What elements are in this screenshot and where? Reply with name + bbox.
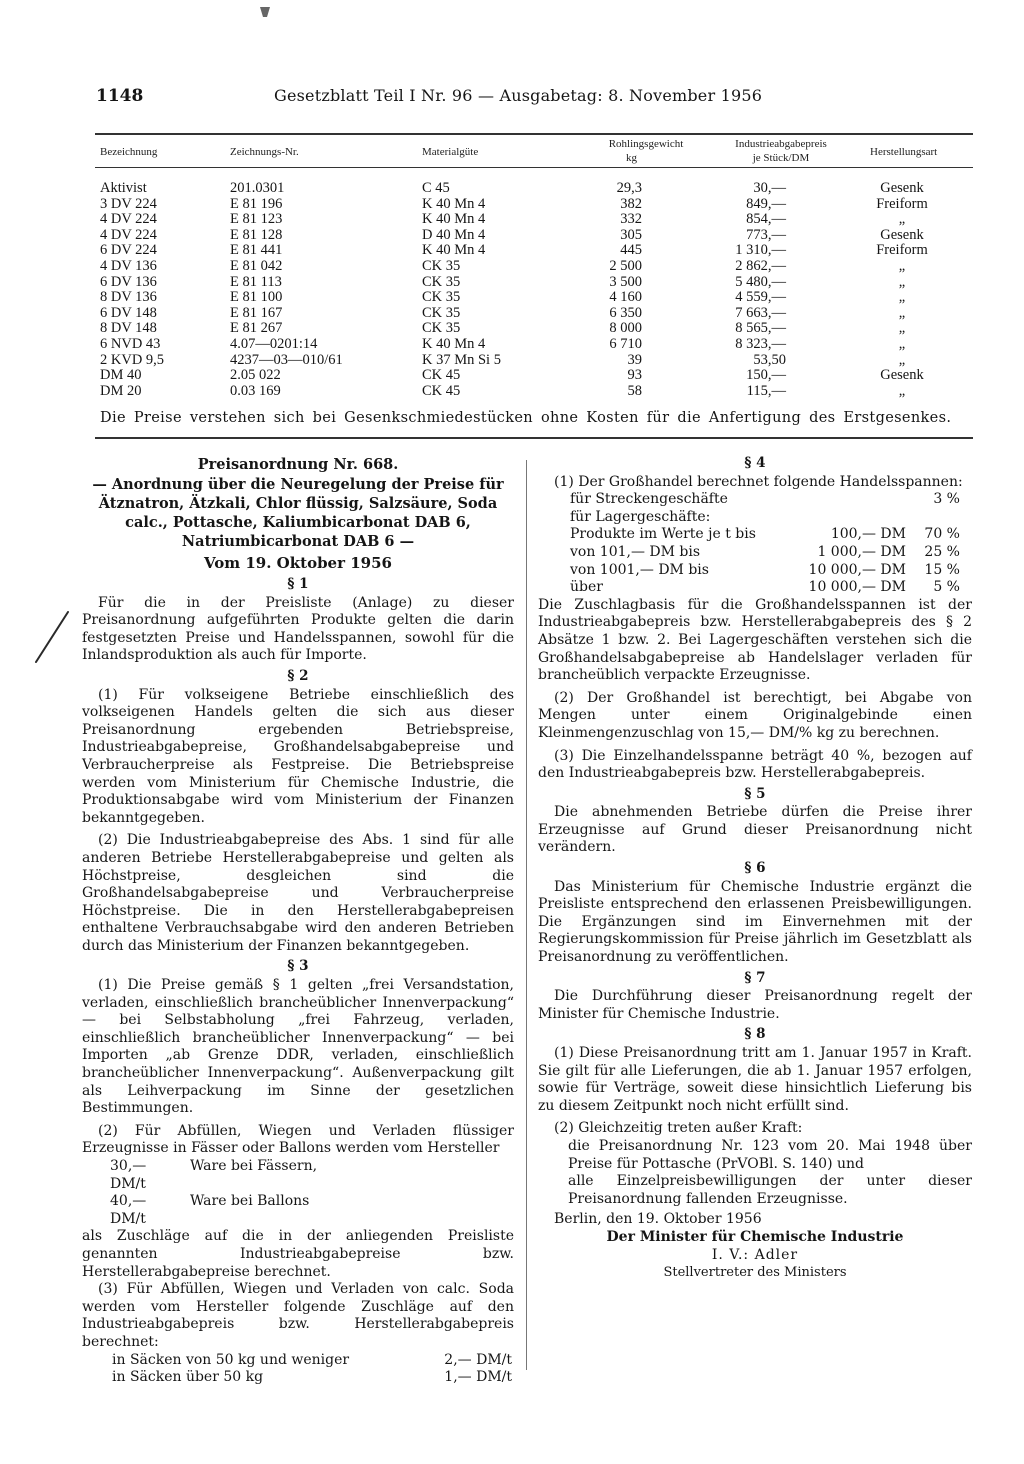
ordinance-title: — Anordnung über die Neuregelung der Preise für Ätznatron, Ätzkali, Chlor flüssig, Salzsäure, Soda calc., Pottasche, Kaliumbicarbonat DAB 6, Natriumbicarbonat DAB 6 —: [92, 476, 504, 550]
section-3-para-2: (2) Für Abfüllen, Wiegen und Verladen flüssiger Erzeugnisse in Fässer oder Ballons werden vom Hersteller: [82, 1122, 514, 1157]
cell-preis: 1 310,—: [735, 242, 786, 259]
cell-bez: 2 KVD 9,5: [100, 351, 165, 368]
section-2-para-1: (1) Für volkseigene Betriebe einschließlich des volkseigenen Handels gelten die sich aus dieser Preisanordnung ergebenden Betriebspreise, Industrieabgabepreise, Großhandelsabgabepreise und Verbraucherpreise als Festpreise. Die Betriebspreise werden vom Ministerium für Chemische Industrie, die Produktionsabgabe wird vom Ministerium der Finanzen bekanntgegeben.: [82, 686, 514, 826]
section-4-para-1: (1) Der Großhandel berechnet folgende Handelsspannen:: [554, 473, 963, 490]
signature-role: Stellvertreter des Ministers: [663, 1265, 847, 1281]
section-8-heading: § 8: [744, 1026, 766, 1043]
section-5-text: Die abnehmenden Betriebe dürfen die Preise ihrer Erzeugnisse auf Grund dieser Preisanordnung nicht verändern.: [538, 804, 972, 856]
cell-bez: DM 40: [100, 367, 142, 384]
cell-mat: K 40 Mn 4: [422, 195, 486, 212]
cell-nr: 0.03 169: [230, 382, 281, 399]
cell-bez: 8 DV 148: [100, 320, 157, 337]
cell-nr: E 81 123: [230, 211, 283, 228]
table-row: [0, 211, 1024, 227]
section-6-heading: § 6: [744, 860, 766, 877]
table-row: [0, 227, 1024, 243]
cell-art: Freiform: [876, 242, 928, 259]
cell-preis: 7 663,—: [735, 304, 786, 321]
section-3-para-1: (1) Die Preise gemäß § 1 gelten „frei Versandstation, verladen, einschließlich branchеüblicher Innenverpackung“ — bei Selbstabholung „frei Fahrzeug, verladen, einschließlich branchеüblicher Innenverpackung“ — bei Importen „ab Grenze DDR, verladen, einschließlich branchеüblicher Innenverpackung“. Außenverpackung gilt als Leihverpackung im Sinne der gesetzlichen Bestimmungen.: [82, 977, 514, 1117]
table-row: [0, 352, 1024, 368]
col-header-industrieabgabepreis: Industrieabgabepreis je Stück/DM: [735, 138, 827, 164]
table-header-rule: [95, 167, 973, 168]
cell-gew: 305: [620, 226, 642, 243]
cell-nr: 4237—03—010/61: [230, 351, 343, 368]
cell-mat: CK 45: [422, 367, 461, 384]
ordinance-number: Preisanordnung Nr. 668.: [197, 456, 399, 473]
ordinance-date: Vom 19. Oktober 1956: [204, 554, 392, 572]
surcharge-line-ballons: 40,— DM/t Ware bei Ballons: [110, 1193, 310, 1227]
cell-bez: Aktivist: [100, 180, 147, 196]
table-row: [0, 367, 1024, 383]
cell-preis: 2 862,—: [735, 258, 786, 274]
right-column: [538, 455, 972, 1282]
section-7-text: Die Durchführung dieser Preisanordnung regelt der Minister für Chemische Industrie.: [538, 988, 972, 1022]
cell-art: Gesenk: [880, 180, 924, 196]
cell-mat: CK 35: [422, 289, 461, 306]
col-header-rohlingsgewicht: Rohlingsgewicht kg: [608, 138, 684, 164]
table-row: [0, 196, 1024, 212]
cell-gew: 29,3: [616, 180, 642, 196]
col-header-herstellungsart: Herstellungsart: [870, 146, 938, 158]
table-row: [0, 274, 1024, 290]
cell-preis: 4 559,—: [735, 289, 786, 306]
cell-gew: 445: [620, 242, 642, 259]
cell-gew: 8 000: [609, 320, 642, 337]
cell-art: „: [898, 289, 906, 306]
table-row: [0, 242, 1024, 258]
repealed-item-2: alle Einzelpreisbewilligungen der unter dieser Preisanordnung fallenden Erzeugnisse.: [568, 1173, 972, 1207]
cell-gew: 2 500: [609, 258, 642, 274]
cell-preis: 854,—: [746, 211, 786, 228]
cell-art: „: [898, 273, 906, 290]
cell-nr: E 81 441: [230, 242, 283, 259]
cell-bez: DM 20: [100, 382, 142, 399]
cell-art: „: [898, 211, 906, 228]
cell-nr: E 81 167: [230, 304, 283, 321]
section-8-para-1: (1) Diese Preisanordnung tritt am 1. Januar 1957 in Kraft. Sie gilt für alle Lieferungen, die ab 1. Januar 1957 erfolgen, sowie für Verträge, soweit diese hinsichtlich Lieferung bis zu diesem Zeitpunkt noch nicht erfüllt sind.: [538, 1045, 972, 1114]
cell-preis: 150,—: [746, 367, 786, 384]
cell-art: „: [898, 351, 906, 368]
cell-mat: K 40 Mn 4: [422, 242, 486, 259]
cell-mat: CK 35: [422, 304, 461, 321]
cell-nr: 4.07—0201:14: [230, 336, 318, 352]
section-2-para-2: (2) Die Industrieabgabepreise des Abs. 1 sind für alle anderen Betriebe Herstellerabgabepreise und gelten als Höchstpreise, desgleichen sind die Großhandelsabgabepreise und Verbraucherpreise Höchstpreise. Die in den Herstellerabgabepreisen enthaltene Verbrauchsabgabe wird den anderen Betrieben durch das Ministerium der Finanzen bekanntgegeben.: [82, 832, 514, 954]
cell-gew: 93: [627, 367, 642, 384]
cell-bez: 6 DV 224: [100, 242, 157, 259]
margin-row-bis-100: Produkte im Werte je t bis 100,— DM 70 %: [570, 526, 960, 543]
surcharge-line-saecke-klein: in Säcken von 50 kg und weniger 2,— DM/t: [112, 1351, 512, 1368]
table-row: [0, 320, 1024, 336]
table-note: Die Preise verstehen sich bei Gesenkschmiedestücken ohne Kosten für die Anfertigung des Erstgesenkes.: [100, 410, 952, 426]
section-3-para-3: (3) Für Abfüllen, Wiegen und Verladen von calc. Soda werden vom Hersteller folgende Zuschläge auf den Industrieabgabepreis bzw. Herstellerabgabepreis berechnet:: [82, 1281, 514, 1350]
cell-preis: 8 565,—: [735, 320, 786, 337]
table-row: [0, 305, 1024, 321]
section-1-heading: § 1: [287, 576, 309, 592]
cell-nr: E 81 113: [230, 273, 282, 290]
section-8-para-2: (2) Gleichzeitig treten außer Kraft:: [554, 1120, 803, 1137]
cell-nr: E 81 196: [230, 195, 283, 212]
cell-gew: 332: [620, 211, 642, 228]
section-5-heading: § 5: [744, 785, 766, 802]
surcharge-line-saecke-gross: in Säcken über 50 kg 1,— DM/t: [112, 1369, 512, 1386]
cell-nr: 201.0301: [230, 180, 285, 196]
cell-mat: K 40 Mn 4: [422, 211, 486, 228]
page-number: 1148: [96, 86, 144, 106]
section-2-heading: § 2: [287, 667, 309, 684]
section-3-heading: § 3: [287, 958, 309, 975]
cell-preis: 8 323,—: [735, 336, 786, 352]
cell-mat: C 45: [422, 180, 450, 196]
place-date: Berlin, den 19. Oktober 1956: [554, 1211, 762, 1228]
cell-art: „: [898, 336, 906, 352]
section-1-text: Für die in der Preisliste (Anlage) zu dieser Preisanordnung aufgeführten Produkte gelten die darin festgesetzten Preise und Handelsspannen, sowohl für die Inlandsproduktion als auch für Importe.: [82, 594, 514, 664]
left-column: [82, 455, 514, 1387]
cell-gew: 58: [627, 382, 642, 399]
section-4-heading: § 4: [744, 455, 766, 471]
cell-gew: 3 500: [609, 273, 642, 290]
table-row: [0, 289, 1024, 305]
cell-gew: 39: [627, 351, 642, 368]
cell-preis: 773,—: [746, 226, 786, 243]
handwritten-slash-mark: [32, 608, 72, 668]
cell-bez: 8 DV 136: [100, 289, 157, 306]
table-top-rule: [95, 133, 973, 135]
cell-art: Freiform: [876, 195, 928, 212]
cell-art: „: [898, 304, 906, 321]
cell-bez: 3 DV 224: [100, 195, 157, 212]
cell-bez: 4 DV 136: [100, 258, 157, 274]
cell-bez: 6 DV 136: [100, 273, 157, 290]
cell-gew: 6 350: [609, 304, 642, 321]
cell-mat: K 40 Mn 4: [422, 336, 486, 352]
cell-preis: 30,—: [753, 180, 786, 196]
cell-art: „: [898, 382, 906, 399]
cell-mat: CK 35: [422, 320, 461, 337]
margin-row-ueber-10000: über 10 000,— DM 5 %: [570, 579, 960, 596]
surcharge-line-faesser: 30,— DM/t Ware bei Fässern,: [110, 1158, 318, 1192]
cell-art: „: [898, 258, 906, 274]
cell-bez: 4 DV 224: [100, 211, 157, 228]
repealed-item-1: die Preisanordnung Nr. 123 vom 20. Mai 1948 über Preise für Pottasche (PrVOBl. S. 140) und: [568, 1137, 972, 1172]
cell-bez: 4 DV 224: [100, 226, 157, 243]
margin-row-lager: für Lagergeschäfte:: [570, 508, 711, 525]
col-header-zeichnungs-nr: Zeichnungs-Nr.: [230, 146, 299, 158]
cell-preis: 115,—: [746, 382, 786, 399]
page-header: [96, 86, 976, 110]
cell-preis: 5 480,—: [735, 273, 786, 290]
margin-row-strecke: für Streckengeschäfte 3 %: [570, 491, 960, 508]
cell-mat: K 37 Mn Si 5: [422, 351, 501, 368]
section-4-para-1-cont: Die Zuschlagbasis für die Großhandelsspannen ist der Industrieabgabepreis bzw. Herstellerabgabepreis des § 2 Absätze 1 bzw. 2. Bei Lagergeschäften verstehen sich die Großhandelsabgabepreise ab Handelslager verladen für branchеüblich verpackte Erzeugnisse.: [538, 596, 972, 684]
table-row: [0, 383, 1024, 399]
table-row: [0, 258, 1024, 274]
cell-bez: 6 DV 148: [100, 304, 157, 321]
col-header-bezeichnung: Bezeichnung: [100, 146, 158, 158]
cell-gew: 6 710: [609, 336, 642, 352]
section-4-para-3: (3) Die Einzelhandelsspanne beträgt 40 %, bezogen auf den Industrieabgabepreis bzw. Herstellerabgabepreis.: [538, 747, 972, 782]
section-4-para-2: (2) Der Großhandel ist berechtigt, bei Abgabe von Mengen unter einem Originalgebinde einen Kleinmengenzuschlag von 15,— DM/% kg zu berechnen.: [538, 689, 972, 741]
cell-art: „: [898, 320, 906, 337]
col-header-materialguete: Materialgüte: [422, 146, 479, 158]
cell-mat: CK 35: [422, 258, 461, 274]
printer-mark: [258, 4, 272, 20]
header-title: Gesetzblatt Teil I Nr. 96 — Ausgabetag: 8. November 1956: [274, 86, 763, 105]
table-bottom-rule: [95, 437, 973, 439]
cell-nr: E 81 100: [230, 289, 283, 306]
cell-art: Gesenk: [880, 367, 924, 384]
section-3-para-2-cont: als Zuschläge auf die in der anliegenden Preisliste genannten Industrieabgabepreise bzw. Herstellerabgabepreise berechnet.: [82, 1228, 514, 1280]
margin-row-bis-10000: von 1001,— DM bis 10 000,— DM 15 %: [570, 561, 960, 578]
section-6-text: Das Ministerium für Chemische Industrie ergänzt die Preisliste entsprechend den erlassenen Preisbewilligungen. Die Ergänzungen sind im Einvernehmen mit der Regierungskommission für Preise jährlich im Gesetzblatt als Preisanordnung zu veröffentlichen.: [538, 878, 972, 966]
cell-mat: CK 45: [422, 382, 461, 399]
margin-row-bis-1000: von 101,— DM bis 1 000,— DM 25 %: [570, 543, 960, 560]
cell-bez: 6 NVD 43: [100, 336, 161, 352]
column-divider: [526, 460, 527, 1370]
cell-nr: E 81 128: [230, 226, 283, 243]
cell-nr: E 81 042: [230, 258, 283, 274]
signature-minister: Der Minister für Chemische Industrie: [606, 1228, 904, 1245]
section-7-heading: § 7: [744, 969, 766, 986]
cell-gew: 382: [620, 195, 642, 212]
cell-mat: CK 35: [422, 273, 461, 290]
cell-nr: 2.05 022: [230, 367, 281, 384]
table-row: [0, 180, 1024, 196]
cell-art: Gesenk: [880, 226, 924, 243]
cell-preis: 53,50: [753, 351, 786, 368]
cell-gew: 4 160: [609, 289, 642, 306]
cell-nr: E 81 267: [230, 320, 283, 337]
table-row: [0, 336, 1024, 352]
cell-preis: 849,—: [746, 195, 786, 212]
signature-name: I. V.: Adler: [711, 1246, 799, 1263]
cell-mat: D 40 Mn 4: [422, 226, 486, 243]
